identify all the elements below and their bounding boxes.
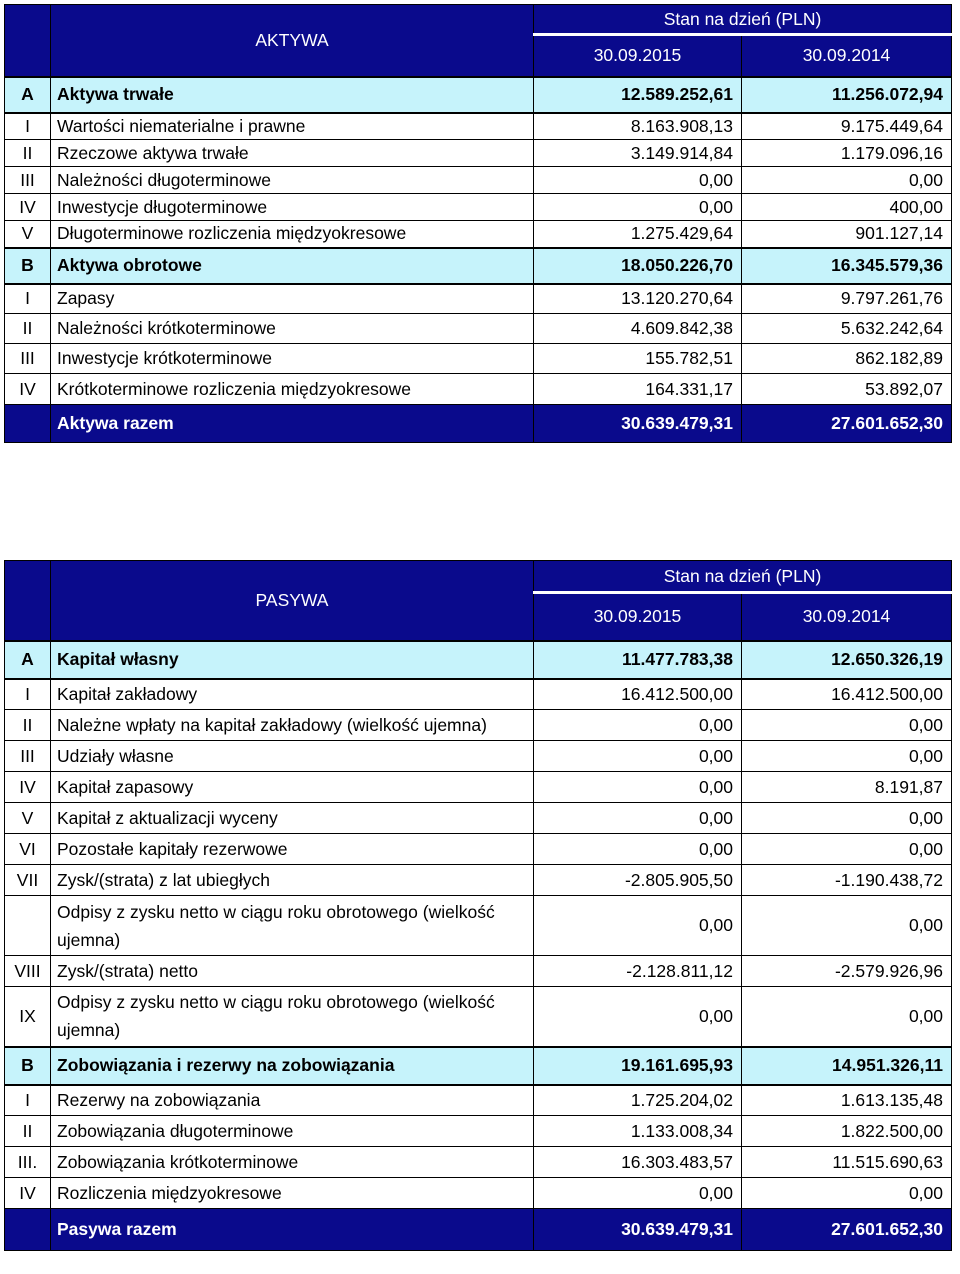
row-label: Inwestycje krótkoterminowe [51, 344, 534, 374]
row-value-2015: 30.639.479,31 [534, 405, 742, 443]
row-label: Pozostałe kapitały rezerwowe [51, 834, 534, 865]
row-value-2014: 0,00 [742, 167, 952, 194]
row-code: B [5, 248, 51, 284]
row-value-2015: 0,00 [534, 834, 742, 865]
row-value-2015: 1.725.204,02 [534, 1085, 742, 1116]
row-value-2015: 13.120.270,64 [534, 284, 742, 314]
row-value-2015: 0,00 [534, 1178, 742, 1209]
aktywa-table [4, 4, 952, 443]
row-code [5, 405, 51, 443]
row-label: Aktywa trwałe [51, 77, 534, 113]
table-row [5, 896, 952, 956]
row-value-2015: 16.303.483,57 [534, 1147, 742, 1178]
pasywa-group-b [5, 1047, 952, 1085]
pasywa-header-corner [5, 561, 51, 641]
row-value-2015: 12.589.252,61 [534, 77, 742, 113]
row-value-2015: 0,00 [534, 987, 742, 1047]
row-code: I [5, 284, 51, 314]
row-value-2014: 11.515.690,63 [742, 1147, 952, 1178]
aktywa-date-2014: 30.09.2014 [742, 35, 952, 77]
row-value-2014: 27.601.652,30 [742, 405, 952, 443]
row-code: IV [5, 772, 51, 803]
row-value-2015: 30.639.479,31 [534, 1209, 742, 1251]
row-value-2014: 11.256.072,94 [742, 77, 952, 113]
table-row [5, 741, 952, 772]
row-code: I [5, 113, 51, 140]
pasywa-date-2015: 30.09.2015 [534, 593, 742, 641]
pasywa-title: PASYWA [51, 561, 534, 641]
table-row [5, 865, 952, 896]
row-code: III. [5, 1147, 51, 1178]
table-row [5, 113, 952, 140]
row-value-2014: 9.797.261,76 [742, 284, 952, 314]
row-code: II [5, 710, 51, 741]
row-label: Udziały własne [51, 741, 534, 772]
row-value-2014: 12.650.326,19 [742, 641, 952, 679]
table-row [5, 314, 952, 344]
table-row [5, 167, 952, 194]
row-value-2014: 1.822.500,00 [742, 1116, 952, 1147]
row-value-2015: 1.275.429,64 [534, 221, 742, 248]
row-code: IX [5, 987, 51, 1047]
table-row [5, 374, 952, 405]
row-code: II [5, 1116, 51, 1147]
row-label: Inwestycje długoterminowe [51, 194, 534, 221]
row-label: Kapitał z aktualizacji wyceny [51, 803, 534, 834]
row-label: Należne wpłaty na kapitał zakładowy (wielkość ujemna) [51, 710, 534, 741]
row-value-2014: 16.412.500,00 [742, 679, 952, 710]
table-row [5, 1085, 952, 1116]
row-code: II [5, 314, 51, 344]
row-value-2015: 0,00 [534, 167, 742, 194]
row-code: VII [5, 865, 51, 896]
aktywa-date-2015: 30.09.2015 [534, 35, 742, 77]
row-label: Należności krótkoterminowe [51, 314, 534, 344]
row-label: Wartości niematerialne i prawne [51, 113, 534, 140]
row-value-2015: 0,00 [534, 896, 742, 956]
row-value-2014: 0,00 [742, 896, 952, 956]
row-code: IV [5, 1178, 51, 1209]
row-value-2014: 901.127,14 [742, 221, 952, 248]
pasywa-stan-label: Stan na dzień (PLN) [534, 561, 952, 593]
row-value-2014: 0,00 [742, 710, 952, 741]
row-value-2015: 11.477.783,38 [534, 641, 742, 679]
row-value-2015: 16.412.500,00 [534, 679, 742, 710]
row-code [5, 896, 51, 956]
row-label: Aktywa obrotowe [51, 248, 534, 284]
row-value-2015: 8.163.908,13 [534, 113, 742, 140]
table-row [5, 956, 952, 987]
row-code: B [5, 1047, 51, 1085]
aktywa-group-a [5, 77, 952, 113]
table-row [5, 140, 952, 167]
row-code: III [5, 741, 51, 772]
row-label: Kapitał własny [51, 641, 534, 679]
row-code: IV [5, 374, 51, 405]
row-value-2015: -2.805.905,50 [534, 865, 742, 896]
row-value-2014: 16.345.579,36 [742, 248, 952, 284]
row-label: Zapasy [51, 284, 534, 314]
aktywa-group-b [5, 248, 952, 284]
row-code: I [5, 1085, 51, 1116]
row-value-2014: 5.632.242,64 [742, 314, 952, 344]
row-label: Długoterminowe rozliczenia międzyokresowe [51, 221, 534, 248]
row-value-2014: 27.601.652,30 [742, 1209, 952, 1251]
row-label: Zysk/(strata) z lat ubiegłych [51, 865, 534, 896]
row-value-2015: 164.331,17 [534, 374, 742, 405]
row-label: Odpisy z zysku netto w ciągu roku obrotowego (wielkość ujemna) [51, 896, 534, 956]
pasywa-group-a [5, 641, 952, 679]
row-code: III [5, 167, 51, 194]
table-row [5, 344, 952, 374]
table-row [5, 772, 952, 803]
row-value-2014: 400,00 [742, 194, 952, 221]
aktywa-header-corner [5, 5, 51, 77]
row-label: Rezerwy na zobowiązania [51, 1085, 534, 1116]
row-value-2014: 0,00 [742, 1178, 952, 1209]
row-code: V [5, 221, 51, 248]
row-code: II [5, 140, 51, 167]
row-value-2015: 4.609.842,38 [534, 314, 742, 344]
row-value-2014: 0,00 [742, 803, 952, 834]
row-code: I [5, 679, 51, 710]
row-label: Rozliczenia międzyokresowe [51, 1178, 534, 1209]
row-value-2015: 0,00 [534, 194, 742, 221]
row-value-2015: 0,00 [534, 710, 742, 741]
row-label: Kapitał zapasowy [51, 772, 534, 803]
row-value-2014: 14.951.326,11 [742, 1047, 952, 1085]
row-label: Aktywa razem [51, 405, 534, 443]
table-row [5, 803, 952, 834]
table-row [5, 679, 952, 710]
pasywa-table [4, 560, 952, 1251]
table-row [5, 1178, 952, 1209]
row-value-2015: 19.161.695,93 [534, 1047, 742, 1085]
row-code: A [5, 77, 51, 113]
row-code: III [5, 344, 51, 374]
row-value-2015: -2.128.811,12 [534, 956, 742, 987]
aktywa-stan-label: Stan na dzień (PLN) [534, 5, 952, 35]
row-value-2014: 862.182,89 [742, 344, 952, 374]
row-value-2015: 18.050.226,70 [534, 248, 742, 284]
row-value-2014: 9.175.449,64 [742, 113, 952, 140]
row-code [5, 1209, 51, 1251]
row-label: Zobowiązania krótkoterminowe [51, 1147, 534, 1178]
row-value-2015: 0,00 [534, 741, 742, 772]
row-value-2014: 8.191,87 [742, 772, 952, 803]
table-row [5, 1116, 952, 1147]
row-label: Krótkoterminowe rozliczenia międzyokresowe [51, 374, 534, 405]
row-label: Pasywa razem [51, 1209, 534, 1251]
row-code: V [5, 803, 51, 834]
row-code: VIII [5, 956, 51, 987]
row-label: Rzeczowe aktywa trwałe [51, 140, 534, 167]
pasywa-date-2014: 30.09.2014 [742, 593, 952, 641]
table-row [5, 834, 952, 865]
row-value-2014: 1.613.135,48 [742, 1085, 952, 1116]
table-row [5, 987, 952, 1047]
aktywa-total-row [5, 405, 952, 443]
table-row [5, 194, 952, 221]
aktywa-title: AKTYWA [51, 5, 534, 77]
row-label: Zobowiązania długoterminowe [51, 1116, 534, 1147]
table-row [5, 284, 952, 314]
row-value-2015: 0,00 [534, 772, 742, 803]
table-row [5, 710, 952, 741]
row-value-2014: 1.179.096,16 [742, 140, 952, 167]
row-label: Zysk/(strata) netto [51, 956, 534, 987]
row-label: Kapitał zakładowy [51, 679, 534, 710]
row-value-2014: -1.190.438,72 [742, 865, 952, 896]
row-value-2014: 0,00 [742, 987, 952, 1047]
pasywa-total-row [5, 1209, 952, 1251]
row-value-2015: 155.782,51 [534, 344, 742, 374]
row-value-2014: 0,00 [742, 741, 952, 772]
row-label: Odpisy z zysku netto w ciągu roku obrotowego (wielkość ujemna) [51, 987, 534, 1047]
table-row [5, 1147, 952, 1178]
table-row [5, 221, 952, 248]
row-label: Należności długoterminowe [51, 167, 534, 194]
row-value-2015: 1.133.008,34 [534, 1116, 742, 1147]
row-value-2015: 3.149.914,84 [534, 140, 742, 167]
row-label: Zobowiązania i rezerwy na zobowiązania [51, 1047, 534, 1085]
row-code: VI [5, 834, 51, 865]
row-value-2014: -2.579.926,96 [742, 956, 952, 987]
row-value-2015: 0,00 [534, 803, 742, 834]
row-value-2014: 53.892,07 [742, 374, 952, 405]
row-code: A [5, 641, 51, 679]
row-code: IV [5, 194, 51, 221]
row-value-2014: 0,00 [742, 834, 952, 865]
